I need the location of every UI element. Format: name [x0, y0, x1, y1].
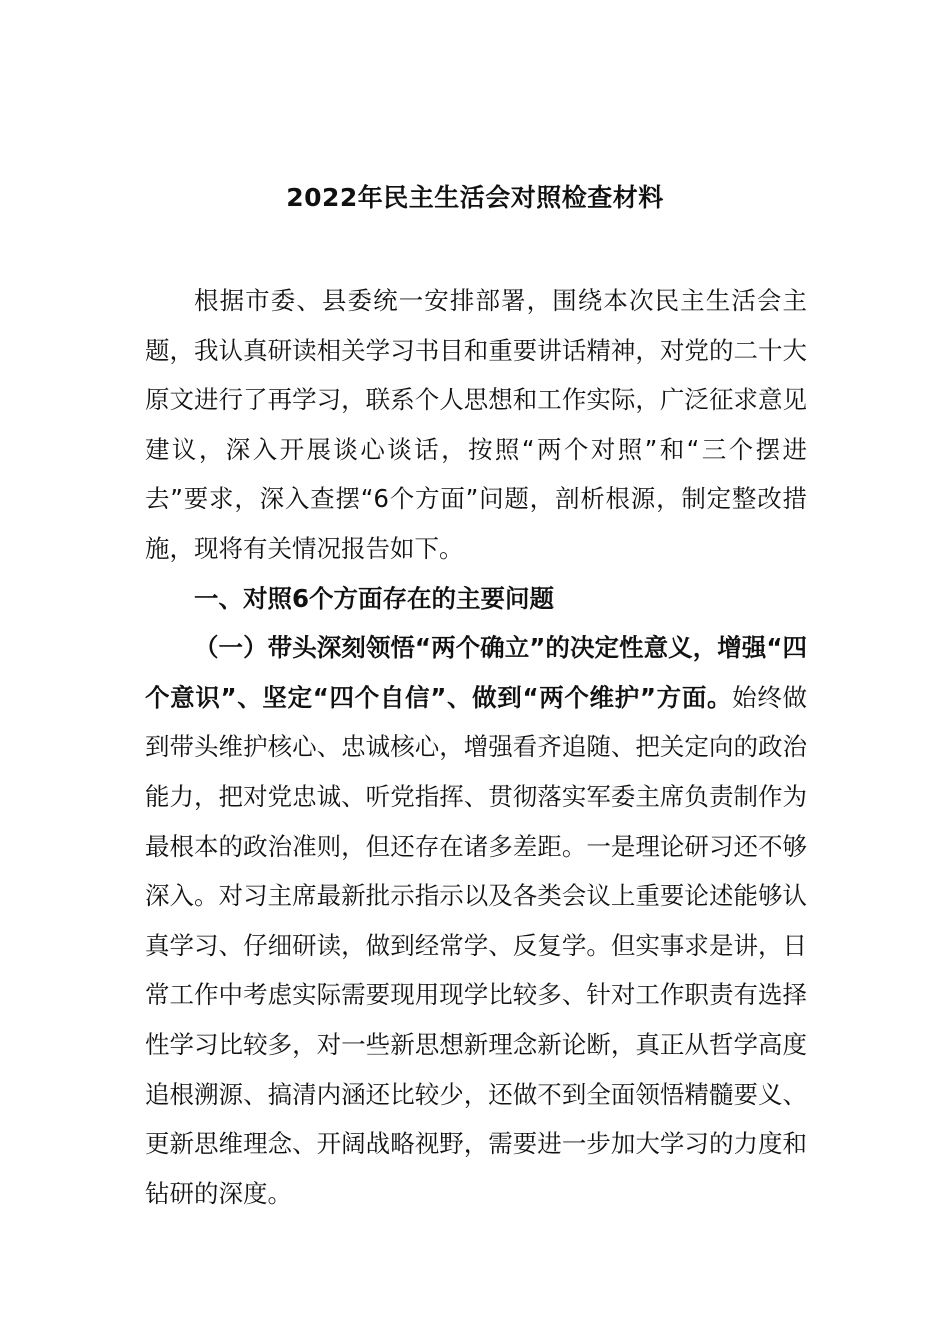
- document-title: 2022年民主生活会对照检查材料: [286, 183, 664, 212]
- section-heading: 一、对照6个方面存在的主要问题: [194, 583, 555, 613]
- subsection-heading: （一）带头深刻领悟“两个确立”的决定性意义，增强“四个意识”、坚定“四个自信”、做到“两个维护”方面。: [145, 633, 807, 712]
- document-body: [145, 276, 807, 1218]
- intro-paragraph: 根据市委、县委统一安排部署，围绕本次民主生活会主题，我认真研读相关学习书目和重要讲话精神，对党的二十大原文进行了再学习，联系个人思想和工作实际，广泛征求意见建议，深入开展谈心谈话，按照“两个对照”和“三个摆进去”要求，深入查摆“6个方面”问题，剖析根源，制定整改措施，现将有关情况报告如下。: [145, 286, 807, 563]
- subsection-paragraph: [145, 623, 807, 1218]
- subsection-body: 始终做到带头维护核心、忠诚核心，增强看齐追随、把关定向的政治能力，把对党忠诚、听党指挥、贯彻落实军委主席负责制作为最根本的政治准则，但还存在诸多差距。一是理论研习还不够深入。对习主席最新批示指示以及各类会议上重要论述能够认真学习、仔细研读，做到经常学、反复学。但实事求是讲，日常工作中考虑实际需要现用现学比较多、针对工作职责有选择性学习比较多，对一些新思想新理念新论断，真正从哲学高度追根溯源、搞清内涵还比较少，还做不到全面领悟精髓要义、更新思维理念、开阔战略视野，需要进一步加大学习的力度和钻研的深度。: [145, 682, 808, 1208]
